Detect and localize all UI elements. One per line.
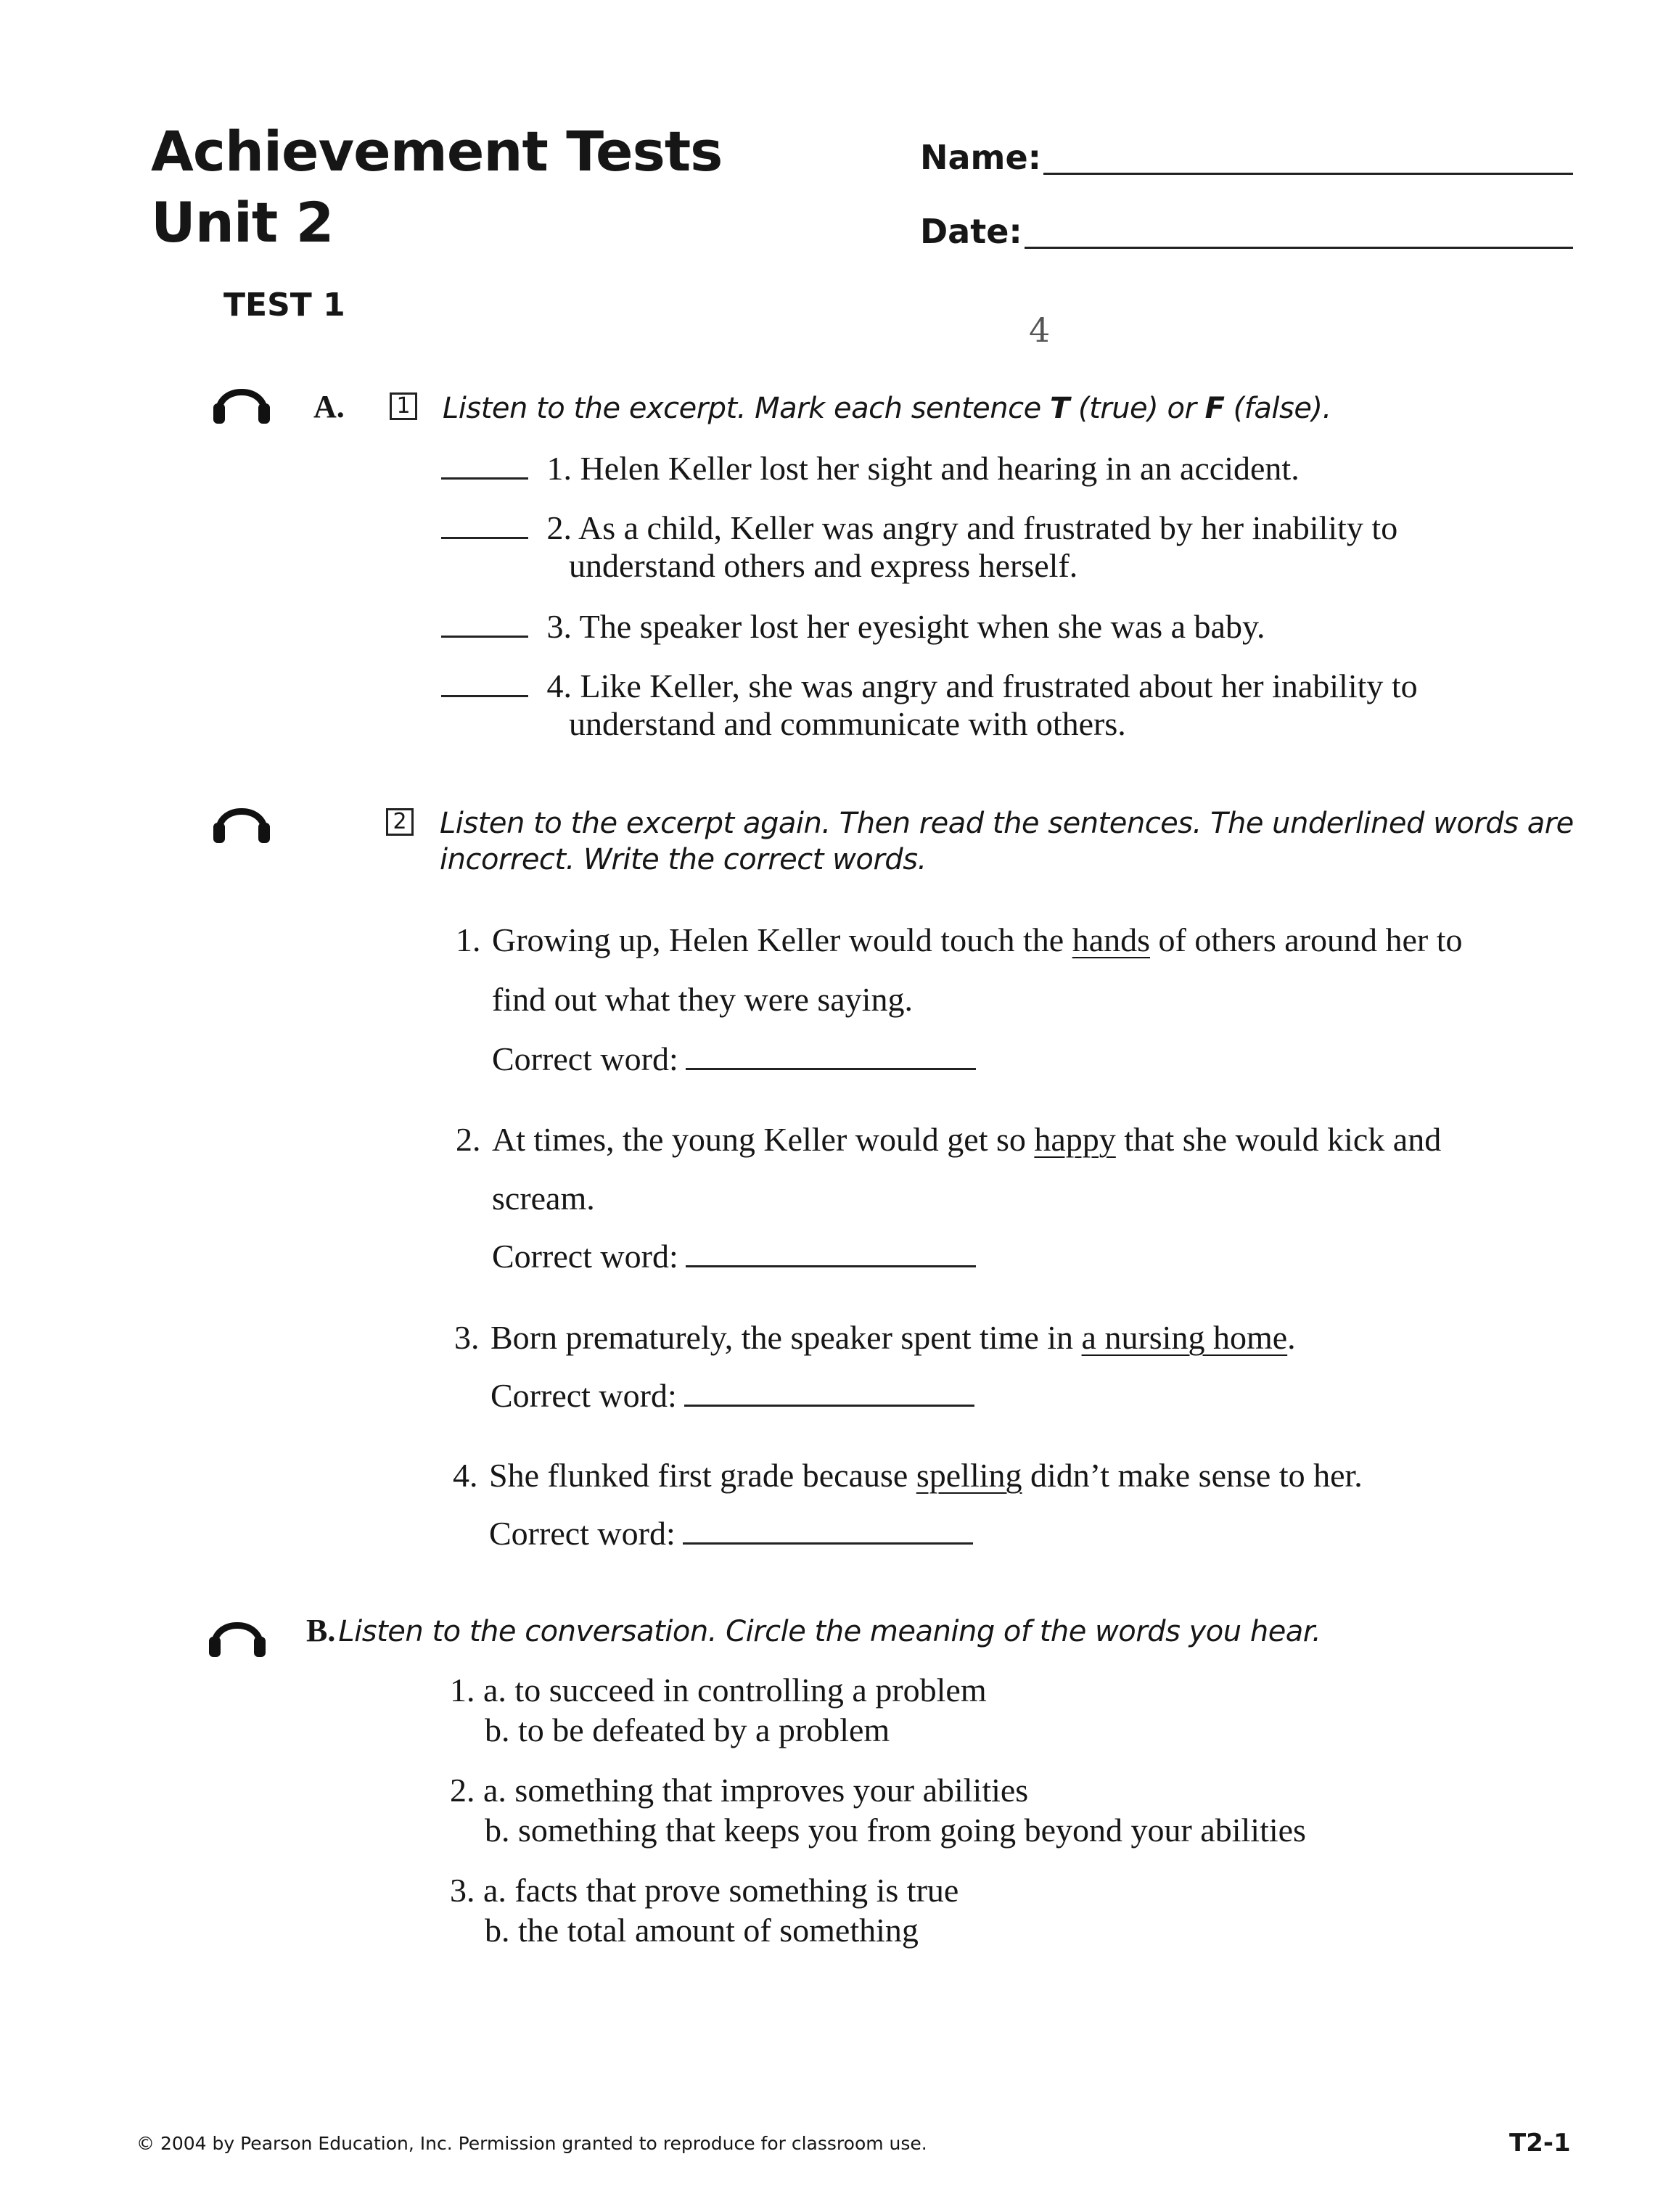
option-b[interactable]: b. to be defeated by a problem [485, 1711, 890, 1748]
name-field[interactable] [1043, 173, 1573, 175]
page-number: T2-1 [1509, 2129, 1571, 2158]
section-a-letter: A. [313, 389, 345, 424]
date-field[interactable] [1025, 247, 1573, 249]
tf-item-4: 4. Like Keller, she was angry and frustrated about her inability to [441, 667, 1418, 705]
fix-item-2-cont: scream. [492, 1180, 595, 1217]
option-a[interactable]: 1. a. to succeed in controlling a problem [450, 1672, 987, 1709]
part-1-instruction: Listen to the excerpt. Mark each sentence T (true) or F (false). [443, 392, 1331, 425]
option-a[interactable]: 2. a. something that improves your abilities [450, 1772, 1029, 1809]
fix-item-4: 4. She flunked first grade because spelling didn’t make sense to her. [453, 1457, 1363, 1494]
title-line-1: Achievement Tests [151, 119, 723, 184]
tf-answer-blank[interactable] [441, 636, 528, 638]
mc-item-2 [450, 1770, 1306, 1850]
fix-item-2: 2. At times, the young Keller would get so happy that she would kick and [456, 1121, 1442, 1158]
fix-item-1-correct: Correct word: [492, 1040, 976, 1078]
title-line-2: Unit 2 [151, 190, 334, 255]
fix-item-1: 1. Growing up, Helen Keller would touch the hands of others around her to [456, 921, 1463, 958]
underlined-word: happy [1034, 1121, 1116, 1158]
mc-item-3 [450, 1870, 958, 1950]
tf-item-1: 1. Helen Keller lost her sight and hearing in an accident. [441, 450, 1300, 488]
fix-item-4-correct: Correct word: [489, 1515, 973, 1553]
tf-answer-blank[interactable] [441, 537, 528, 539]
underlined-word: a nursing home [1081, 1319, 1288, 1356]
section-b-heading [306, 1612, 1321, 1650]
tf-item-3: 3. The speaker lost her eyesight when she was a baby. [441, 608, 1265, 646]
underlined-word: spelling [916, 1457, 1022, 1494]
headphones-icon [209, 370, 274, 428]
tf-item-4-cont: understand and communicate with others. [569, 705, 1126, 742]
option-b[interactable]: b. the total amount of something [485, 1912, 919, 1949]
part-2-instruction: Listen to the excerpt again. Then read the sentences. The underlined words are incorrect. Write the correct words. [440, 807, 1574, 876]
option-a[interactable]: 3. a. facts that prove something is true [450, 1872, 959, 1909]
correct-word-field[interactable] [686, 1068, 976, 1070]
tf-answer-blank[interactable] [441, 695, 528, 697]
correct-word-field[interactable] [684, 1405, 974, 1407]
page-title [151, 116, 722, 258]
underlined-word: hands [1072, 921, 1151, 958]
fix-item-1-cont: find out what they were saying. [492, 981, 913, 1018]
headphones-icon [209, 789, 274, 847]
correct-word-field[interactable] [686, 1265, 976, 1267]
option-b[interactable]: b. something that keeps you from going beyond your abilities [485, 1812, 1306, 1849]
tf-item-2: 2. As a child, Keller was angry and frustrated by her inability to [441, 509, 1397, 547]
part-1-box: 1 [390, 392, 417, 420]
name-label: Name: [920, 138, 1042, 177]
mc-item-1 [450, 1670, 987, 1750]
part-2-box: 2 [386, 808, 414, 836]
copyright-notice: © 2004 by Pearson Education, Inc. Permission granted to reproduce for classroom use. [136, 2133, 927, 2154]
tf-item-2-cont: understand others and express herself. [569, 547, 1078, 584]
section-b-instruction: Listen to the conversation. Circle the meaning of the words you hear. [338, 1615, 1321, 1648]
section-b-letter: B. [306, 1613, 336, 1648]
test-label: TEST 1 [223, 287, 345, 324]
headphones-icon [205, 1603, 270, 1661]
fix-item-2-correct: Correct word: [492, 1238, 976, 1275]
fix-item-3-correct: Correct word: [490, 1377, 974, 1415]
correct-word-field[interactable] [683, 1542, 973, 1545]
fix-item-3: 3. Born prematurely, the speaker spent time in a nursing home. [454, 1319, 1296, 1356]
date-label: Date: [920, 212, 1022, 251]
handwritten-mark: 4 [1029, 311, 1051, 350]
tf-answer-blank[interactable] [441, 477, 528, 480]
